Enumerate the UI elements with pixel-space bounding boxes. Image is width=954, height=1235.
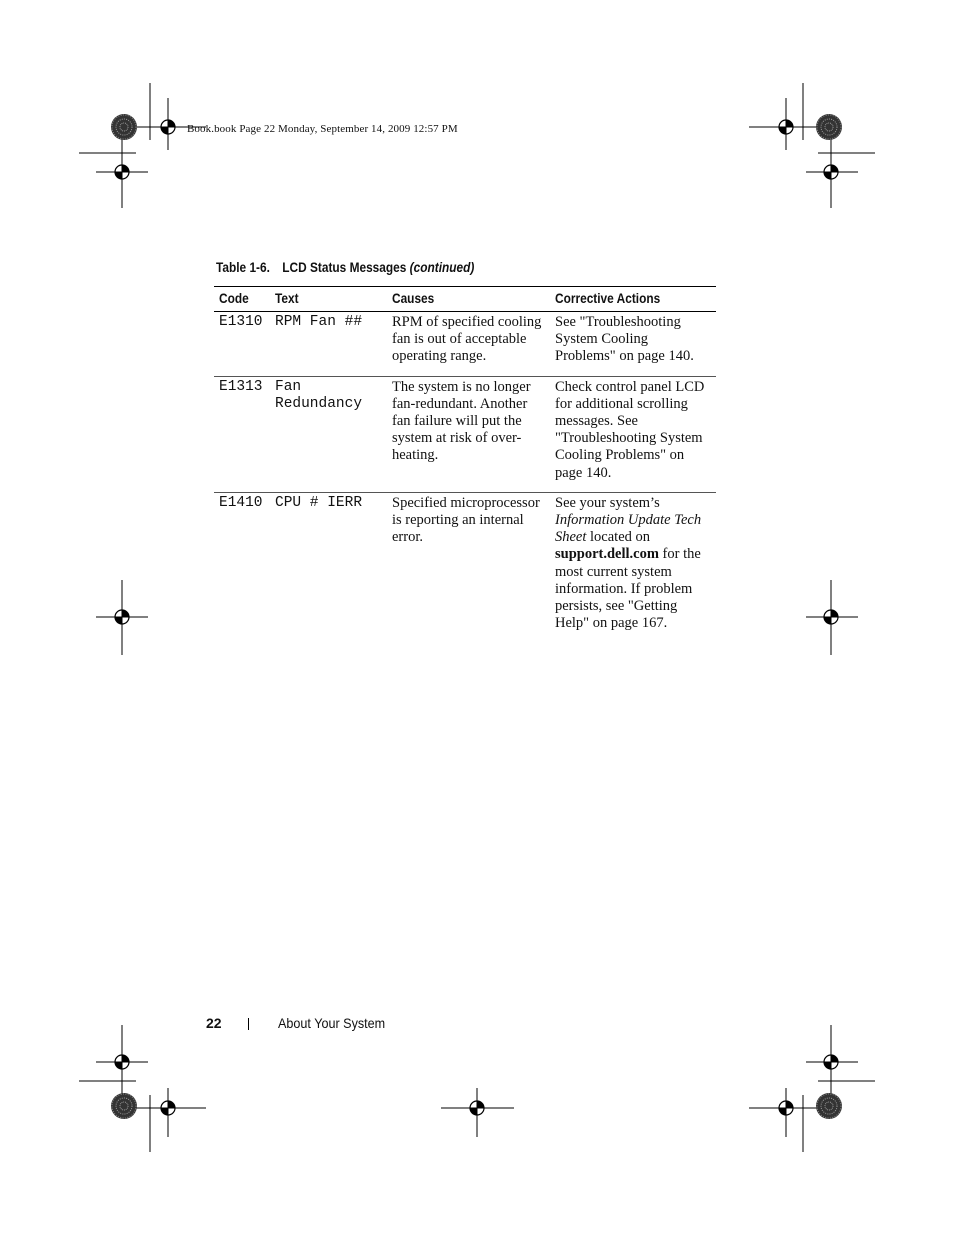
cell-causes: RPM of specified cooling fan is out of acceptable operating range. [387, 312, 550, 377]
cell-code: E1410 [219, 494, 263, 511]
actions-text: See your system’s [555, 494, 660, 511]
cell-text: RPM Fan ## [270, 312, 387, 377]
lcd-status-messages-table [214, 286, 716, 642]
tech-sheet-title: Information Update Tech Sheet [555, 512, 702, 546]
print-slug-line: Book.book Page 22 Monday, September 14, 2009 12:57 PM [187, 123, 458, 135]
footer-section-title: About Your System [278, 1015, 386, 1031]
cell-corrective-actions [550, 492, 716, 642]
cell-code: E1310 [214, 312, 270, 377]
column-header-corrective-actions: Corrective Actions [550, 287, 716, 312]
table-row [214, 312, 716, 377]
column-header-causes: Causes [387, 287, 550, 312]
table-caption-title: LCD Status Messages [282, 260, 407, 275]
column-header-code: Code [214, 287, 270, 312]
table-row [214, 376, 716, 492]
cell-text: CPU # IERR [275, 494, 363, 511]
cell-corrective-actions: See "Troubleshooting System Cooling Problems" on page 140. [550, 312, 716, 377]
cell-causes: Specified microprocessor is reporting an internal error. [392, 494, 540, 546]
footer-divider [248, 1018, 249, 1030]
table-caption-label: Table 1-6. [216, 260, 270, 275]
cell-text: Fan Redundancy [270, 376, 387, 492]
table-caption-continued: (continued) [409, 260, 475, 275]
cell-corrective-actions: Check control panel LCD for additional scrolling messages. See "Troubleshooting System Cooling Problems" on page 140. [550, 376, 716, 492]
actions-text: for the most current system information. If problem persists, see "Getting Help" on page 167. [555, 546, 701, 632]
page-number: 22 [206, 1015, 222, 1031]
table-row [214, 492, 716, 642]
table-caption [216, 260, 474, 275]
actions-text: located on [586, 529, 651, 546]
column-header-text: Text [270, 287, 387, 312]
cell-code: E1313 [214, 376, 270, 492]
support-website: support.dell.com [555, 546, 659, 563]
cell-causes: The system is no longer fan-redundant. Another fan failure will put the system at risk of over-heating. [387, 376, 550, 492]
table-header-row [214, 287, 716, 312]
